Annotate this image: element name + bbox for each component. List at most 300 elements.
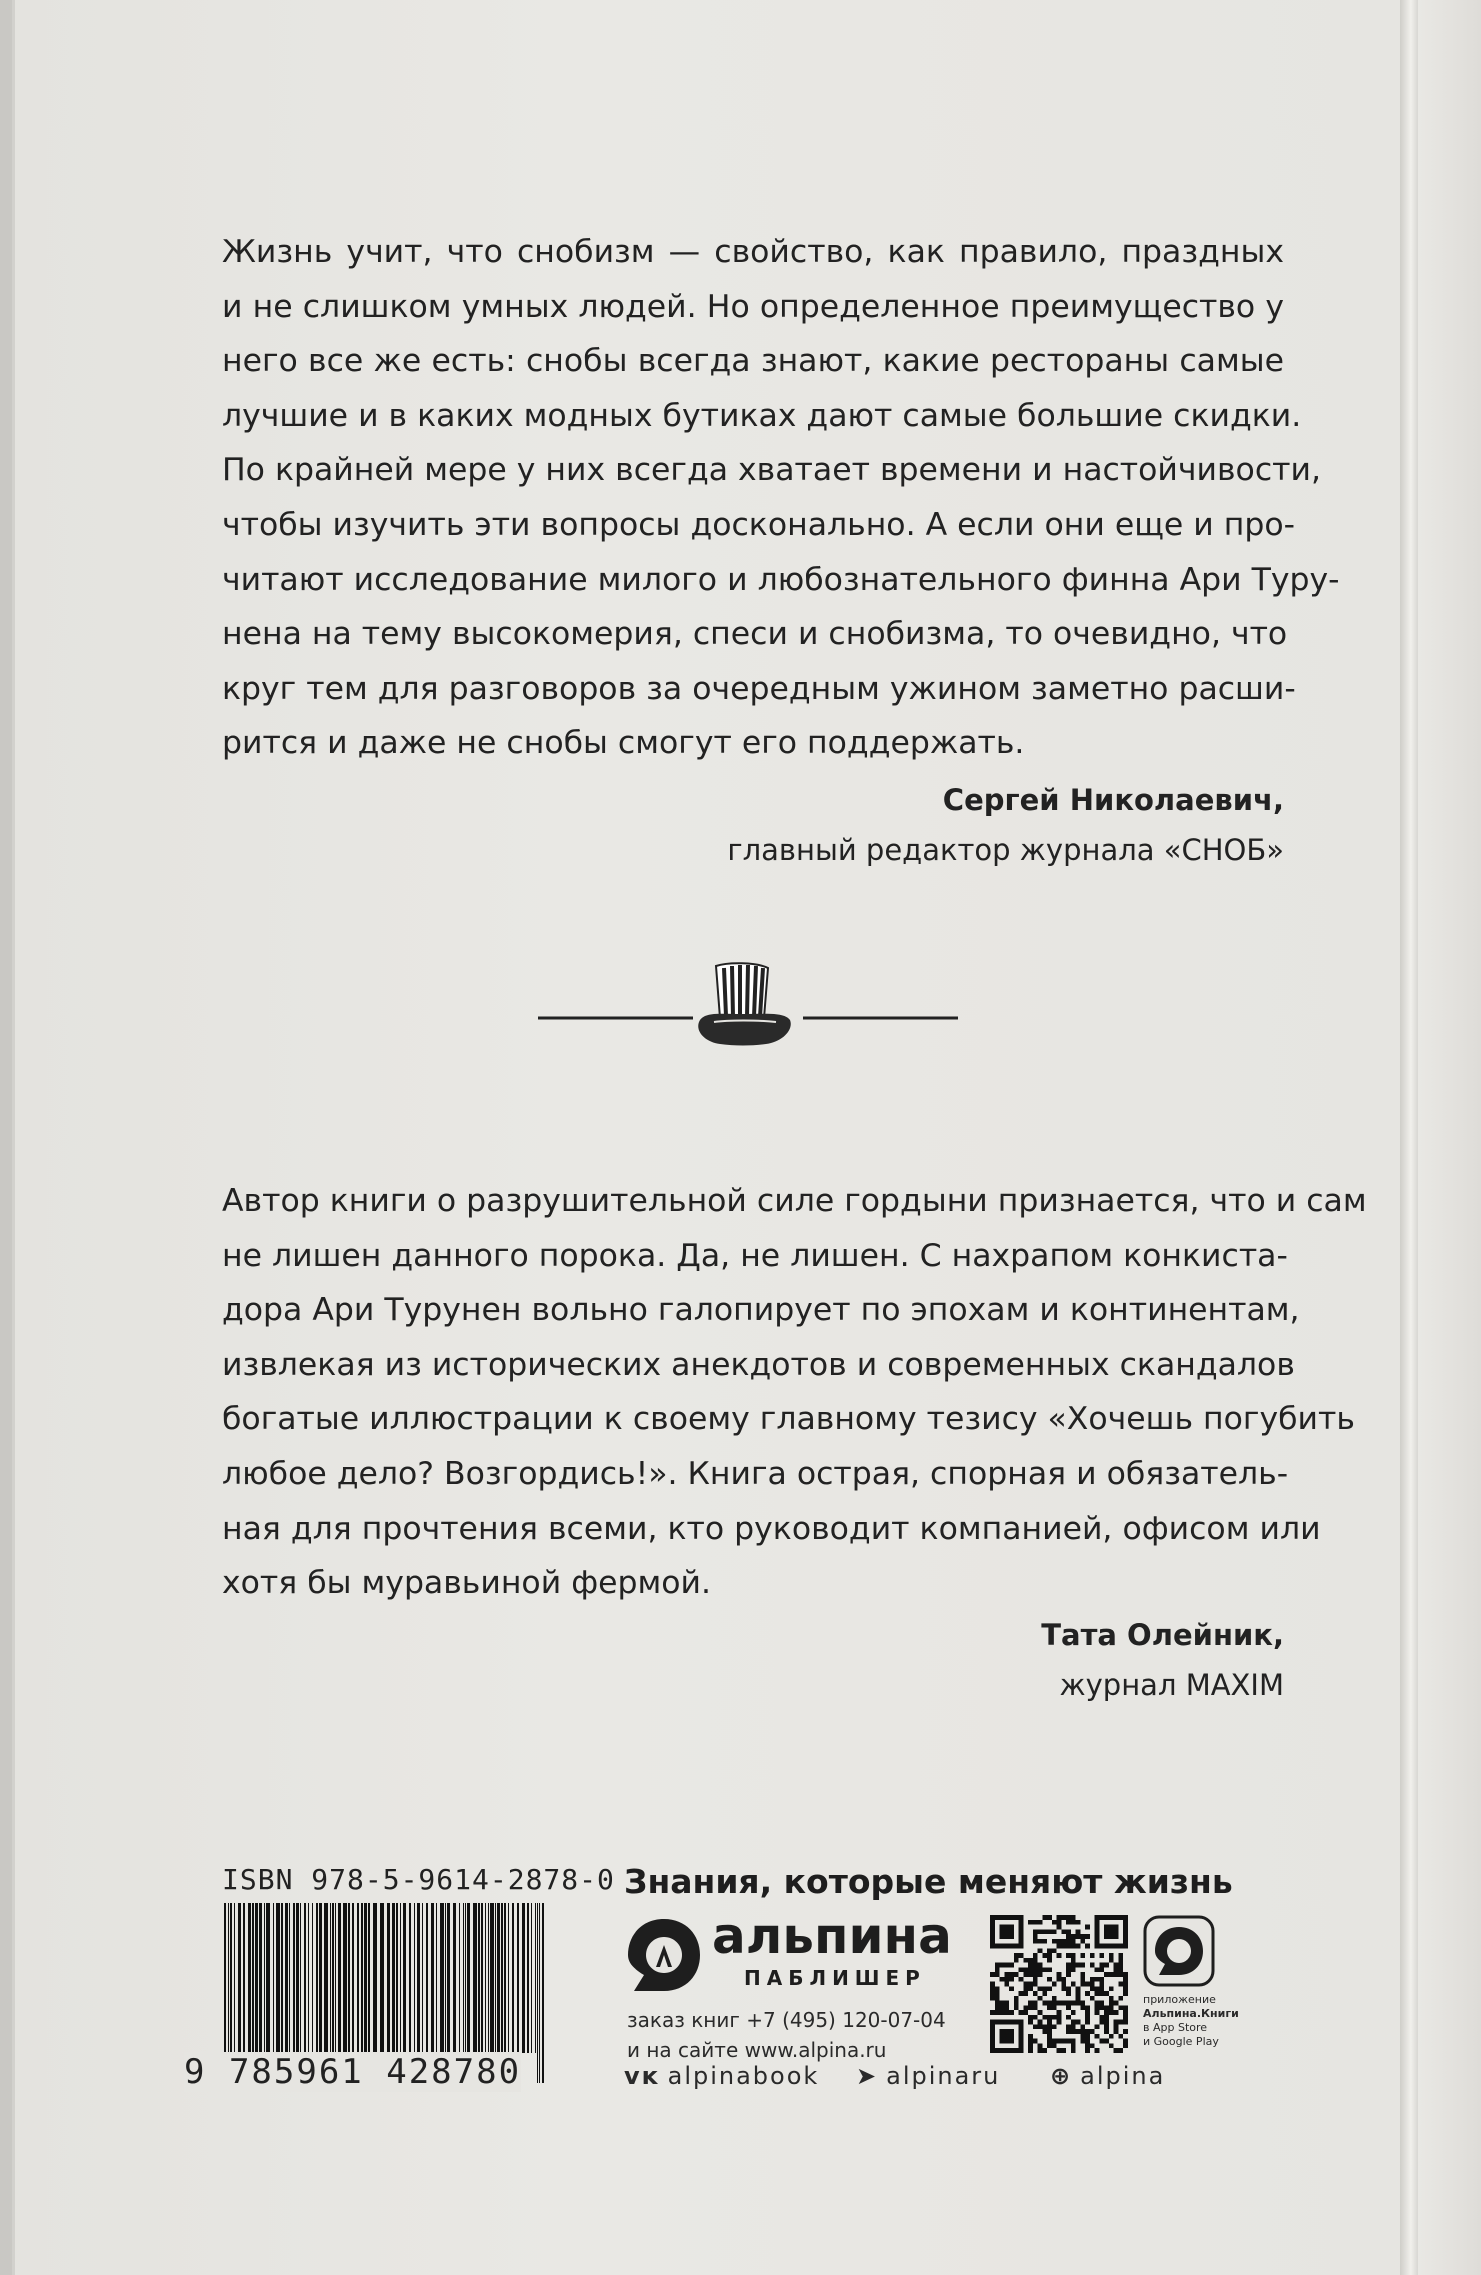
- qr-module: [1042, 2048, 1047, 2053]
- qr-module: [1080, 2039, 1085, 2044]
- qr-module: [1004, 1963, 1009, 1968]
- qr-module: [1014, 2005, 1019, 2010]
- qr-module: [1028, 2043, 1033, 2048]
- qr-module: [1052, 1996, 1057, 2001]
- barcode-bar: [436, 1903, 437, 2053]
- qr-module: [1047, 1953, 1052, 1958]
- review2-line: Автор книги о разрушительной силе гордыни признается, что и сам: [222, 1183, 1367, 1219]
- qr-module: [1057, 2048, 1062, 2053]
- qr-module: [1023, 1967, 1028, 1972]
- barcode-bar: [422, 1903, 423, 2053]
- review1-line: лучшие и в каких модных бутиках дают самые большие скидки.: [222, 397, 1302, 434]
- barcode-bar: [488, 1903, 489, 2053]
- qr-module: [1033, 2039, 1038, 2044]
- qr-finder: [1000, 2029, 1014, 2043]
- qr-module: [1071, 2024, 1076, 2029]
- qr-module: [1009, 1977, 1014, 1982]
- qr-module: [1085, 2048, 1090, 2053]
- qr-module: [1090, 1963, 1095, 1968]
- qr-module: [1061, 1982, 1066, 1987]
- review-text-2: [222, 1174, 1367, 1611]
- app-name: Альпина.Книги: [1143, 2007, 1239, 2020]
- qr-module: [1066, 1967, 1071, 1972]
- barcode-bar: [281, 1903, 283, 2053]
- barcode-bar: [497, 1903, 500, 2053]
- barcode-bar: [289, 1903, 290, 2053]
- qr-module: [990, 1996, 995, 2001]
- qr-module: [1061, 2048, 1066, 2053]
- barcode-bar: [409, 1903, 411, 2053]
- qr-module: [1023, 1958, 1028, 1963]
- barcode-bar: [392, 1903, 395, 2053]
- qr-module: [1057, 1977, 1062, 1982]
- qr-module: [1033, 2015, 1038, 2020]
- barcode-bar: [276, 1903, 280, 2053]
- review1-line: и не слишком умных людей. Но определенное преимущество у: [222, 288, 1284, 325]
- qr-module: [1099, 1953, 1104, 1958]
- qr-module: [1052, 1982, 1057, 1987]
- barcode-bar: [252, 1903, 254, 2053]
- qr-module: [1038, 1986, 1043, 1991]
- social-vk-handle: alpinabook: [667, 2062, 820, 2090]
- qr-module: [1109, 2010, 1114, 2015]
- qr-module: [1085, 1925, 1090, 1930]
- barcode-bar: [368, 1903, 370, 2053]
- qr-module: [1052, 2001, 1057, 2006]
- order-website: и на сайте www.alpina.ru: [627, 2038, 887, 2062]
- qr-module: [995, 1963, 1000, 1968]
- qr-module: [1004, 1977, 1009, 1982]
- qr-module: [1085, 1944, 1090, 1949]
- barcode-bar: [440, 1903, 444, 2053]
- qr-module: [1047, 2005, 1052, 2010]
- qr-module: [1028, 2034, 1033, 2039]
- qr-module: [1066, 1929, 1071, 1934]
- qr-module: [1118, 2005, 1123, 2010]
- qr-module: [1104, 2015, 1109, 2020]
- qr-module: [1066, 1934, 1071, 1939]
- qr-module: [1038, 1929, 1043, 1934]
- qr-module: [1033, 1958, 1038, 1963]
- qr-module: [1071, 1944, 1076, 1949]
- review2-line: хотя бы муравьиной фермой.: [222, 1565, 712, 1602]
- review-text-1: [222, 225, 1340, 771]
- qr-module: [1042, 1967, 1047, 1972]
- qr-module: [1052, 1948, 1057, 1953]
- review2-attribution: [1041, 1610, 1284, 1710]
- qr-module: [1052, 1920, 1057, 1925]
- qr-module: [1000, 1977, 1005, 1982]
- barcode-bar: [417, 1903, 420, 2053]
- qr-module: [1109, 2005, 1114, 2010]
- qr-module: [1071, 1934, 1076, 1939]
- qr-module: [1076, 1920, 1081, 1925]
- qr-module: [1019, 1991, 1024, 1996]
- qr-module: [1109, 2034, 1114, 2039]
- qr-module: [1085, 2043, 1090, 2048]
- qr-module: [1038, 1996, 1043, 2001]
- qr-module: [1095, 1986, 1100, 1991]
- barcode-bar: [357, 1903, 359, 2053]
- qr-module: [1066, 1944, 1071, 1949]
- qr-module: [1061, 1986, 1066, 1991]
- qr-module: [1047, 1948, 1052, 1953]
- barcode-bar: [396, 1903, 398, 2053]
- qr-module: [1057, 1972, 1062, 1977]
- qr-module: [1047, 2029, 1052, 2034]
- qr-module: [1095, 2001, 1100, 2006]
- qr-module: [1109, 2001, 1114, 2006]
- qr-module: [1118, 2020, 1123, 2025]
- qr-module: [1061, 2039, 1066, 2044]
- review1-line: По крайней мере у них всегда хватает времени и настойчивости,: [222, 452, 1321, 489]
- qr-module: [1028, 1986, 1033, 1991]
- qr-module: [1019, 1953, 1024, 1958]
- publisher-subtitle: ПАБЛИШЕР: [744, 1966, 926, 1990]
- ean-number: [184, 2052, 554, 2092]
- qr-module: [1090, 2029, 1095, 2034]
- qr-module: [1099, 2039, 1104, 2044]
- qr-module: [1047, 1958, 1052, 1963]
- qr-module: [1028, 2048, 1033, 2053]
- qr-module: [1033, 1991, 1038, 1996]
- qr-module: [1076, 2020, 1081, 2025]
- qr-module: [1057, 2001, 1062, 2006]
- qr-module: [1028, 2039, 1033, 2044]
- qr-module: [1047, 2043, 1052, 2048]
- qr-module: [1038, 1963, 1043, 1968]
- barcode-bar: [296, 1903, 299, 2053]
- qr-module: [1033, 1939, 1038, 1944]
- qr-module: [1033, 2001, 1038, 2006]
- barcode-bar: [453, 1903, 456, 2053]
- barcode-bar: [431, 1903, 434, 2053]
- qr-module: [1057, 1925, 1062, 1930]
- qr-module: [1023, 2010, 1028, 2015]
- qr-module: [1080, 2001, 1085, 2006]
- review2-line: богатые иллюстрации к своему главному тезису «Хочешь погубить: [222, 1401, 1355, 1438]
- qr-module: [1047, 2015, 1052, 2020]
- qr-module: [1033, 1920, 1038, 1925]
- barcode-bar: [373, 1903, 377, 2053]
- qr-module: [1004, 2005, 1009, 2010]
- qr-module: [1118, 1958, 1123, 1963]
- qr-module: [1118, 1982, 1123, 1987]
- qr-module: [1085, 2020, 1090, 2025]
- qr-module: [1066, 1953, 1071, 1958]
- qr-module: [1099, 1977, 1104, 1982]
- qr-module: [1028, 2015, 1033, 2020]
- qr-module: [1052, 2005, 1057, 2010]
- barcode-bar: [361, 1903, 363, 2053]
- qr-module: [1066, 2001, 1071, 2006]
- barcode-bar: [481, 1903, 483, 2053]
- qr-module: [1123, 2043, 1128, 2048]
- qr-module: [1057, 1944, 1062, 1949]
- barcode-bar: [352, 1903, 354, 2053]
- barcode-bar: [312, 1903, 313, 2053]
- qr-module: [1080, 1977, 1085, 1982]
- qr-module: [1019, 1977, 1024, 1982]
- qr-module: [1071, 1939, 1076, 1944]
- qr-module: [1052, 1929, 1057, 1934]
- qr-module: [1104, 2010, 1109, 2015]
- qr-module: [1000, 1963, 1005, 1968]
- qr-module: [1080, 2029, 1085, 2034]
- qr-module: [1090, 1953, 1095, 1958]
- qr-module: [1085, 1982, 1090, 1987]
- qr-module: [990, 1972, 995, 1977]
- qr-module: [1104, 2039, 1109, 2044]
- barcode-bar: [330, 1903, 331, 2053]
- qr-module: [1076, 1963, 1081, 1968]
- barcode-bar: [380, 1903, 384, 2053]
- qr-module: [1071, 1967, 1076, 1972]
- qr-module: [1042, 1991, 1047, 1996]
- qr-module: [1114, 1972, 1119, 1977]
- qr-module: [1033, 1977, 1038, 1982]
- qr-module: [1023, 1972, 1028, 1977]
- qr-module: [1123, 1977, 1128, 1982]
- qr-module: [1080, 1963, 1085, 1968]
- qr-module: [1095, 1967, 1100, 1972]
- qr-module: [1066, 2005, 1071, 2010]
- barcode-bar: [535, 1903, 536, 2053]
- barcode-bar: [426, 1903, 428, 2053]
- review1-line: читают исследование милого и любознательного финна Ари Туру-: [222, 561, 1340, 598]
- qr-module: [1057, 1920, 1062, 1925]
- qr-module: [1080, 2024, 1085, 2029]
- qr-module: [1118, 1996, 1123, 2001]
- qr-code: [990, 1915, 1128, 2053]
- qr-module: [1057, 1939, 1062, 1944]
- qr-module: [1000, 2005, 1005, 2010]
- qr-module: [1066, 1963, 1071, 1968]
- qr-module: [1038, 1939, 1043, 1944]
- qr-module: [1099, 1986, 1104, 1991]
- review2-line: ная для прочтения всеми, кто руководит компанией, офисом или: [222, 1510, 1321, 1547]
- qr-module: [1057, 2015, 1062, 2020]
- qr-module: [990, 1991, 995, 1996]
- qr-module: [1099, 2005, 1104, 2010]
- qr-module: [1028, 1958, 1033, 1963]
- barcode-bar: [463, 1903, 464, 2053]
- qr-module: [1033, 1967, 1038, 1972]
- qr-module: [1080, 1982, 1085, 1987]
- qr-module: [1090, 1977, 1095, 1982]
- qr-module: [1061, 2001, 1066, 2006]
- qr-module: [1028, 1920, 1033, 1925]
- barcode-bar: [517, 1903, 519, 2053]
- social-other-handle: alpina: [1080, 2062, 1166, 2090]
- qr-module: [1033, 1982, 1038, 1987]
- qr-module: [1047, 2024, 1052, 2029]
- ean-digits: 9 785961 428780: [184, 2052, 522, 2092]
- qr-module: [1028, 1972, 1033, 1977]
- qr-module: [1038, 2043, 1043, 2048]
- qr-module: [1019, 2010, 1024, 2015]
- qr-module: [1104, 2024, 1109, 2029]
- qr-module: [1085, 2029, 1090, 2034]
- qr-module: [1095, 1977, 1100, 1982]
- barcode-bar: [308, 1903, 309, 2053]
- qr-module: [1114, 1963, 1119, 1968]
- qr-module: [995, 1972, 1000, 1977]
- review2-line: не лишен данного порока. Да, не лишен. С нахрапом конкиста-: [222, 1237, 1288, 1274]
- app-store-label: в App Store: [1143, 2021, 1208, 2034]
- qr-module: [1085, 2039, 1090, 2044]
- qr-module: [1085, 1991, 1090, 1996]
- qr-module: [1028, 2020, 1033, 2025]
- qr-module: [1090, 1996, 1095, 2001]
- isbn-label: ISBN 978-5-9614-2878-0: [222, 1863, 615, 1896]
- qr-module: [1061, 1915, 1066, 1920]
- qr-module: [1004, 1982, 1009, 1987]
- alpina-logo-icon: [624, 1915, 704, 1995]
- barcode-bar: [300, 1903, 301, 2053]
- qr-module: [1014, 1996, 1019, 2001]
- qr-module: [1042, 1953, 1047, 1958]
- review2-author-title: журнал MAXIM: [1059, 1668, 1284, 1702]
- qr-module: [1042, 1929, 1047, 1934]
- barcode-bar: [264, 1903, 265, 2053]
- qr-module: [1047, 2039, 1052, 2044]
- qr-module: [1009, 2010, 1014, 2015]
- qr-module: [1104, 1963, 1109, 1968]
- qr-module: [1095, 2005, 1100, 2010]
- barcode-bar: [230, 1903, 232, 2053]
- qr-module: [1000, 2010, 1005, 2015]
- review1-attribution: [727, 775, 1284, 875]
- qr-module: [1023, 1986, 1028, 1991]
- qr-module: [1038, 2010, 1043, 2015]
- top-hat-icon: [698, 963, 791, 1045]
- qr-module: [1071, 2029, 1076, 2034]
- qr-module: [1123, 1986, 1128, 1991]
- review1-line: круг тем для разговоров за очередным ужином заметно расши-: [222, 670, 1296, 707]
- qr-module: [1099, 1963, 1104, 1968]
- barcode-bar: [403, 1903, 406, 2053]
- qr-module: [1109, 1996, 1114, 2001]
- barcode-bar: [504, 1903, 506, 2053]
- barcode-bar: [485, 1903, 486, 2053]
- book-spine: [1418, 0, 1481, 2275]
- qr-module: [1061, 1939, 1066, 1944]
- qr-module: [1033, 1953, 1038, 1958]
- qr-module: [1076, 1996, 1081, 2001]
- qr-module: [1066, 2029, 1071, 2034]
- barcode-bar: [508, 1903, 509, 2053]
- qr-module: [1076, 1986, 1081, 1991]
- qr-module: [1047, 1977, 1052, 1982]
- qr-module: [1114, 1967, 1119, 1972]
- qr-module: [1014, 1972, 1019, 1977]
- qr-module: [1066, 2024, 1071, 2029]
- publisher-slogan: Знания, которые меняют жизнь: [624, 1862, 1233, 1901]
- qr-module: [1066, 2039, 1071, 2044]
- qr-module: [1042, 1915, 1047, 1920]
- barcode-bar: [465, 1903, 466, 2053]
- telegram-icon: ➤: [856, 2062, 879, 2090]
- qr-module: [995, 2005, 1000, 2010]
- qr-module: [1061, 1977, 1066, 1982]
- qr-module: [1057, 1915, 1062, 1920]
- qr-module: [1047, 1986, 1052, 1991]
- qr-module: [1123, 2029, 1128, 2034]
- qr-module: [1004, 1972, 1009, 1977]
- qr-module: [1014, 1958, 1019, 1963]
- qr-module: [1109, 1958, 1114, 1963]
- review2-line: любое дело? Возгордись!». Книга острая, спорная и обязатель-: [222, 1455, 1289, 1492]
- qr-module: [1076, 1934, 1081, 1939]
- qr-module: [1080, 2005, 1085, 2010]
- qr-module: [1023, 2005, 1028, 2010]
- qr-module: [1047, 1915, 1052, 1920]
- barcode-bar: [364, 1903, 367, 2053]
- qr-module: [1071, 2048, 1076, 2053]
- barcode-bar: [501, 1903, 503, 2053]
- qr-module: [1104, 1972, 1109, 1977]
- qr-module: [1104, 1991, 1109, 1996]
- qr-module: [1099, 2020, 1104, 2025]
- review1-author-title: главный редактор журнала «СНОБ»: [727, 833, 1284, 867]
- qr-module: [1038, 2048, 1043, 2053]
- qr-module: [1033, 2005, 1038, 2010]
- barcode-bar: [490, 1903, 494, 2053]
- qr-module: [1114, 2020, 1119, 2025]
- barcode-bar: [285, 1903, 288, 2053]
- barcode-bar: [248, 1903, 251, 2053]
- qr-module: [1114, 2048, 1119, 2053]
- barcode-bar: [478, 1903, 480, 2053]
- barcode-bar: [316, 1903, 318, 2053]
- social-telegram: [856, 2062, 1000, 2090]
- qr-module: [1071, 2043, 1076, 2048]
- barcode-bar: [338, 1903, 341, 2053]
- qr-module: [1057, 1953, 1062, 1958]
- qr-module: [1123, 2020, 1128, 2025]
- qr-module: [1042, 1939, 1047, 1944]
- qr-module: [1038, 1972, 1043, 1977]
- qr-module: [1014, 2001, 1019, 2006]
- qr-module: [1066, 1991, 1071, 1996]
- qr-module: [1057, 2020, 1062, 2025]
- barcode-bar: [266, 1903, 270, 2053]
- barcode-bar: [243, 1903, 245, 2053]
- qr-module: [1099, 1967, 1104, 1972]
- plus-icon: ⊕: [1050, 2062, 1073, 2090]
- qr-module: [1047, 2020, 1052, 2025]
- qr-module: [1066, 2015, 1071, 2020]
- barcode-bar: [512, 1903, 514, 2053]
- barcode-bar: [414, 1903, 415, 2053]
- qr-module: [1118, 1963, 1123, 1968]
- qr-module: [1047, 1967, 1052, 1972]
- qr-module: [1099, 1982, 1104, 1987]
- qr-module: [1104, 2005, 1109, 2010]
- qr-module: [1099, 2015, 1104, 2020]
- qr-module: [1080, 2034, 1085, 2039]
- qr-module: [1047, 2001, 1052, 2006]
- qr-module: [1014, 1953, 1019, 1958]
- qr-module: [1076, 1929, 1081, 1934]
- barcode-bar: [445, 1903, 446, 2053]
- barcode-bar: [293, 1903, 295, 2053]
- qr-module: [1071, 1920, 1076, 1925]
- qr-module: [1071, 1958, 1076, 1963]
- review2-line: извлекая из исторических анекдотов и современных скандалов: [222, 1346, 1295, 1383]
- qr-module: [1090, 1986, 1095, 1991]
